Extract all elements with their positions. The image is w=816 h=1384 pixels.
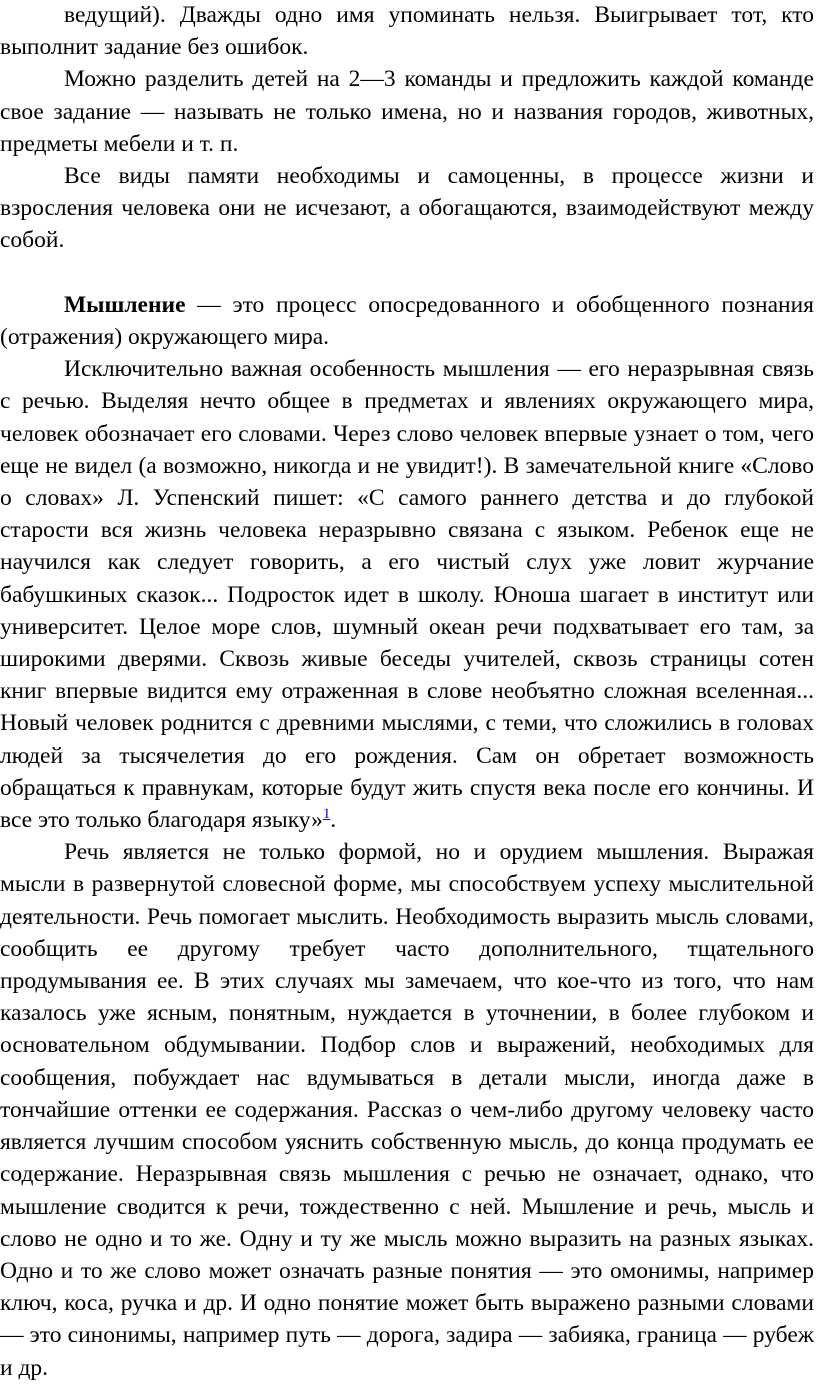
paragraph-end-period: . xyxy=(330,807,337,834)
term-thinking: Мышление xyxy=(64,291,186,318)
footnote-link[interactable]: 1 xyxy=(322,806,331,823)
paragraph-speech-tool: Речь является не только формой, но и орудием мышления. Выражая мысли в развернутой словесной форме, мы способствуем успеху мыслительной деятельности. Речь помогает мыслить. Необходимость выразить мысль словами, сообщить ее другому требует часто дополнительного, тщательного продумывания ее. В этих случаях мы замечаем, что кое-что из того, что нам казалось уже ясным, понятным, нуждается в уточнении, в более глубоком и основательном обдумывании. Подбор слов и выражений, необходимых для сообщения, побуждает нас вдумываться в детали мысли, иногда даже в тончайшие оттенки ее содержания. Рассказ о чем-либо другому человеку часто является лучшим способом уяснить собственную мысль, до конца продумать ее содержание. Неразрывная связь мышления с речью не означает, однако, что мышление сводится к речи, тождественно с ней. Мышление и речь, мысль и слово не одно и то же. Одну и ту же мысль можно выразить на разных языках. Одно и то же слово может означать разные понятия — это омонимы, например ключ, коса, ручка и др. И одно понятие может быть выражено разными словами — это синонимы, например путь — дорога, задира — забияка, граница — рубеж и др. xyxy=(0,839,814,1381)
paragraph-thinking-speech xyxy=(0,353,814,836)
paragraph-thinking-speech-text: Исключительно важная особенность мышления — его неразрывная связь с речью. Выделяя нечто общее в предметах и явлениях окружающего мира, человек обозначает его словами. Через слово человек впервые узнает о том, чего еще не видел (а возможно, никогда и не увидит!). В замечательной книге «Слово о словах» Л. Успенский пишет: «С самого раннего детства и до глубокой старости вся жизнь человека неразрывно связана с языком. Ребенок еще не научился как следует говорить, а его чистый слух уже ловит журчание бабушкиных сказок... Подросток идет в школу. Юноша шагает в институт или университет. Целое море слов, шумный океан речи подхватывает его там, за широкими дверями. Сквозь живые беседы учителей, сквозь страницы сотен книг впервые видится ему отраженная в слове необъятно сложная вселенная... Новый человек роднится с древними мыслями, с теми, что сложились в головах людей за тысячелетия до его рождения. Сам он обретает возможность обращаться к правнукам, которые будут жить спустя века после его кончины. И все это только благодаря языку» xyxy=(0,356,814,834)
paragraph-teams: Можно разделить детей на 2—3 команды и предложить каждой команде свое задание — называть не только имена, но и названия городов, животных, предметы мебели и т. п. xyxy=(0,66,814,157)
paragraph-game-rules-end: ведущий). Дважды одно имя упоминать нельзя. Выигрывает тот, кто выполнит задание без ошибок. xyxy=(0,2,814,61)
blank-line xyxy=(0,257,814,289)
definition-text: — это процесс опосредованного и обобщенного познания (отражения) окружающего мира. xyxy=(0,291,814,351)
paragraph-memory-types: Все виды памяти необходимы и самоценны, в процессе жизни и взросления человека они не исчезают, а обогащаются, взаимодействуют между собой. xyxy=(0,163,814,254)
paragraph-thinking-definition xyxy=(0,289,814,353)
